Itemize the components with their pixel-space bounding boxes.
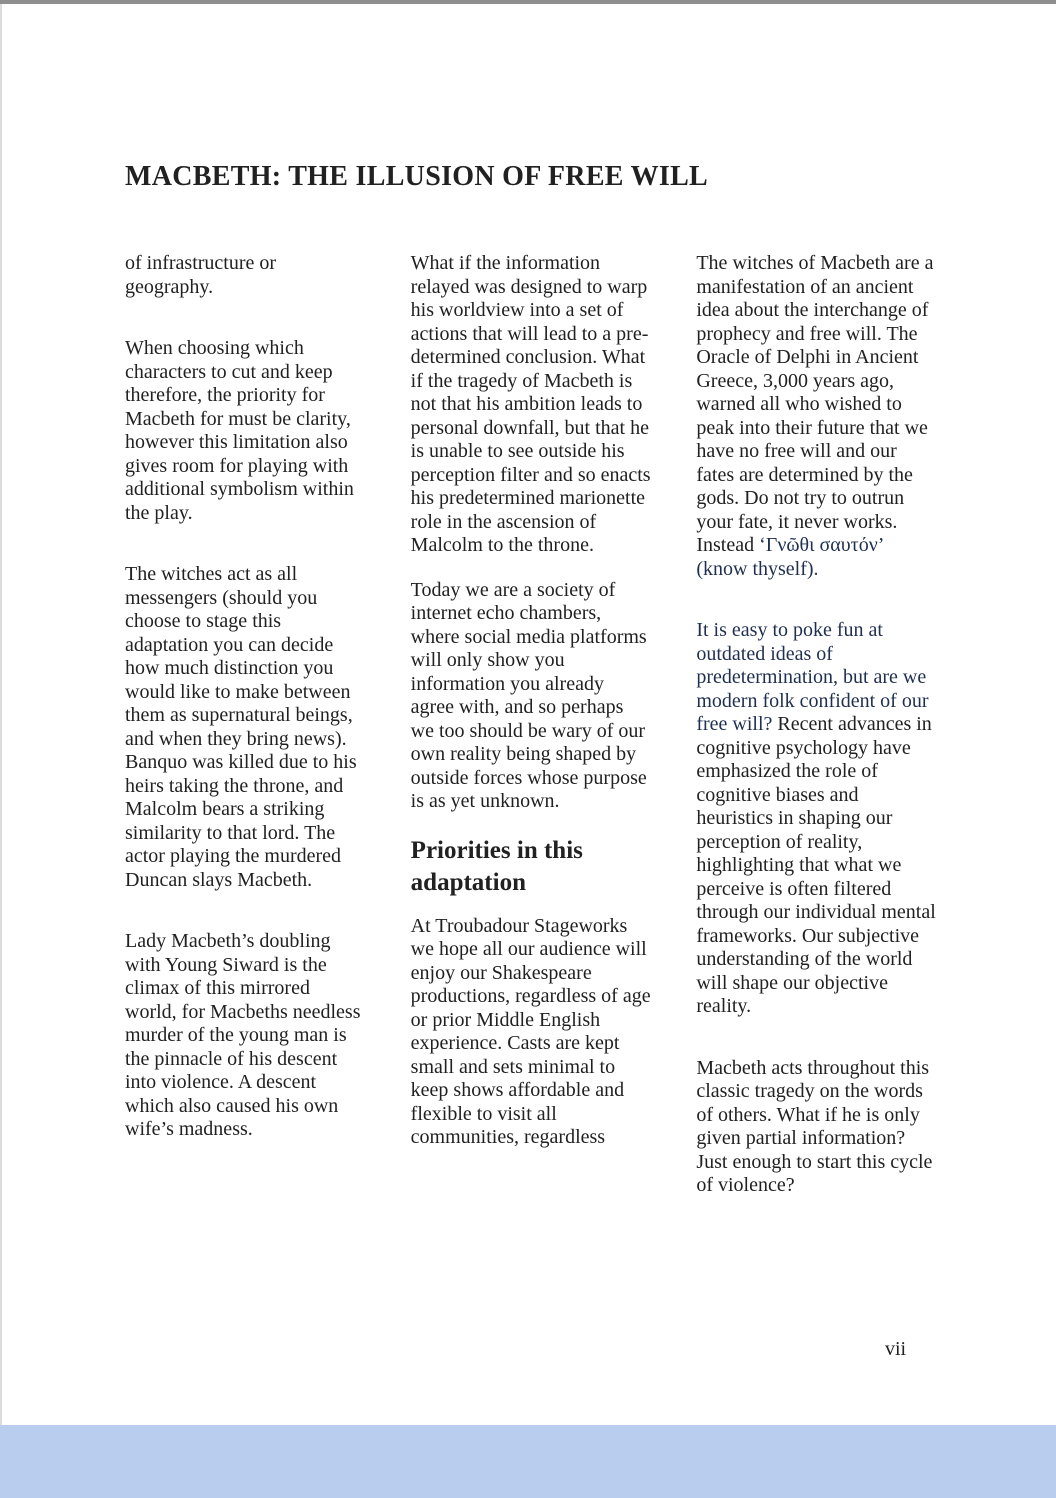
paragraph-col3-macbeth-acts: Macbeth acts throughout this classic tragedy on the words of others. What if he is only given partial information? Just enough to start this cycle of violence? (696, 1056, 933, 1196)
column-2 (411, 252, 652, 1236)
paragraph-col2-echo-chambers: Today we are a society of internet echo chambers, where social media platforms will only show you information you already agree with, and so perhaps we too should be wary of our own reality being shaped by outside forces whose purpose is as yet unknown. (410, 578, 647, 812)
page-number: vii (885, 1338, 907, 1360)
paragraph-col1-continuation: of infrastructure or geography. (125, 252, 277, 298)
text-run-oracle-normal: The witches of Macbeth are a manifestation of an ancient idea about the interchange of prophecy and free will. The Oracle of Delphi in Ancient Greece, 3,000 years ago, warned all who wished to peak into their future that we have no free will and our fates are determined by the gods. Do not try to outrun your fate, it never works. Instead (696, 252, 934, 556)
column-1 (125, 252, 366, 1236)
text-run-recent-advances-normal: Recent advances in cognitive psychology have emphasized the role of cognitive biases and heuristics in shaping our perception of reality, highlighting that what we perceive is often filtered through our individual mental frameworks. Our subjective understanding of the world will shape our objective reality. (696, 713, 936, 1017)
paragraph-col2-information-relayed: What if the information relayed was designed to warp his worldview into a set of actions that will lead to a pre-determined conclusion. What if the tragedy of Macbeth is not that his ambition leads to personal downfall, but that he is unable to see outside his perception filter and so enacts his predetermined marionette role in the ascension of Malcolm to the throne. (410, 252, 651, 556)
three-column-layout (125, 252, 937, 1236)
paragraph-col2-troubadour-stageworks: At Troubadour Stageworks we hope all our audience will enjoy our Shakespeare productions, regardless of age or prior Middle English experience. Casts are kept small and sets minimal to keep shows affordable and flexible to visit all communities, regardless (410, 914, 651, 1148)
paragraph-col3-cognitive-biases (696, 619, 937, 1019)
left-edge-border (0, 4, 2, 1425)
text-run-greek-know-thyself: ‘Γνῶθι σαυτόν’ (know thyself). (696, 534, 883, 580)
section-heading-priorities: Priorities in this adaptation (410, 836, 583, 896)
column-3 (696, 252, 937, 1236)
page-title: MACBETH: THE ILLUSION OF FREE WILL (125, 161, 709, 192)
top-edge-bar (0, 0, 1056, 4)
paragraph-col3-oracle-of-delphi (696, 252, 937, 581)
paragraph-col1-choosing-characters: When choosing which characters to cut and keep therefore, the priority for Macbeth for must be clarity, however this limitation also gives room for playing with additional symbolism within the play. (125, 337, 354, 524)
paragraph-col1-lady-macbeth-doubling: Lady Macbeth’s doubling with Young Siward is the climax of this mirrored world, for Macbeths needless murder of the young man is the pinnacle of his descent into violence. A descent which also caused his own wife’s madness. (125, 930, 361, 1140)
text-run-poke-fun-navy: It is easy to poke fun at outdated ideas of predetermination, but are we modern folk confident of our free will? (696, 619, 929, 735)
paragraph-col1-witches-messengers: The witches act as all messengers (should you choose to stage this adaptation you can decide how much distinction you would like to make between them as supernatural beings, and when they bring news). Banquo was killed due to his heirs taking the throne, and Malcolm bears a striking similarity to that lord. The actor playing the murdered Duncan slays Macbeth. (125, 563, 357, 891)
footer-band (0, 1425, 1056, 1498)
